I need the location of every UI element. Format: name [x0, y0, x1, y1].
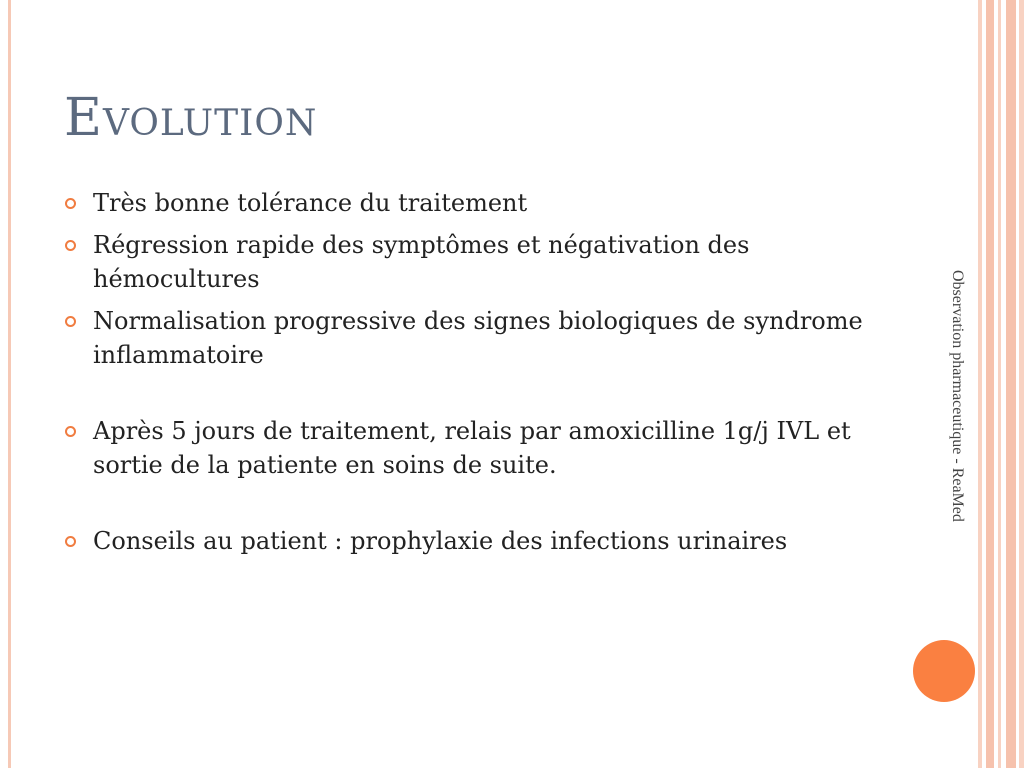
left-border-line: [8, 0, 11, 768]
bullet-text: Conseils au patient : prophylaxie des infections urinaires: [93, 527, 788, 555]
bullet-item: [64, 524, 894, 558]
circle-bullet-icon: [65, 316, 76, 327]
bullet-list: [64, 186, 894, 566]
bullet-text: Après 5 jours de traitement, relais par amoxicilline 1g/j IVL et sortie de la patiente en soins de suite.: [93, 417, 851, 479]
stripe: [998, 0, 1001, 768]
orange-circle-decoration: [913, 640, 975, 702]
bullet-item: [64, 228, 894, 296]
stripe: [1006, 0, 1016, 768]
circle-bullet-icon: [65, 536, 76, 547]
bullet-text: Régression rapide des symptômes et négativation des hémocultures: [93, 231, 750, 293]
slide-title: Evolution: [64, 88, 318, 148]
bullet-item: [64, 304, 894, 372]
circle-bullet-icon: [65, 426, 76, 437]
circle-bullet-icon: [65, 198, 76, 209]
bullet-item: [64, 186, 894, 220]
bullet-text: Normalisation progressive des signes biologiques de syndrome inflammatoire: [93, 307, 863, 369]
vertical-footer-text: Observation pharmaceutique - ReaMed: [949, 270, 966, 522]
bullet-item: [64, 414, 894, 482]
circle-bullet-icon: [65, 240, 76, 251]
stripe: [1019, 0, 1024, 768]
bullet-text: Très bonne tolérance du traitement: [93, 189, 528, 217]
stripe: [978, 0, 982, 768]
stripe: [986, 0, 994, 768]
decorative-stripes: [976, 0, 1024, 768]
